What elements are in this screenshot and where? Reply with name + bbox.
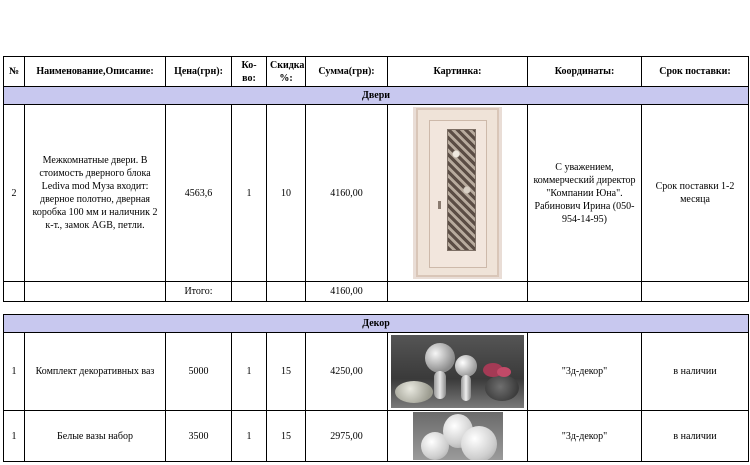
- cell-picture: [388, 333, 528, 411]
- header-delivery: Срок поставки:: [642, 57, 749, 87]
- header-coords: Координаты:: [528, 57, 642, 87]
- door-photo: [413, 107, 502, 279]
- section-band: [4, 315, 749, 333]
- cell-num: 2: [4, 105, 25, 282]
- cell-price: 3500: [166, 411, 232, 462]
- cell-num: 1: [4, 333, 25, 411]
- cell-sum: 4250,00: [306, 333, 388, 411]
- cell-delivery: в наличии: [642, 333, 749, 411]
- cell-coords: С уважением, коммерческий директор "Компании Юна". Рабинович Ирина (050-954-14-95): [528, 105, 642, 282]
- cell-delivery: Срок поставки 1-2 месяца: [642, 105, 749, 282]
- table-row: [4, 333, 749, 411]
- cell-picture: [388, 105, 528, 282]
- total-label: Итого:: [166, 282, 232, 302]
- cell-price: 4563,6: [166, 105, 232, 282]
- cell-name: Белые вазы набор: [25, 411, 166, 462]
- header-num: №: [4, 57, 25, 87]
- white-vases-photo: [413, 412, 503, 460]
- section-band: [4, 87, 749, 105]
- total-sum: 4160,00: [306, 282, 388, 302]
- header-name: Наименование,Описание:: [25, 57, 166, 87]
- cell-discount: 15: [267, 333, 306, 411]
- cell-discount: 10: [267, 105, 306, 282]
- cell-discount: 15: [267, 411, 306, 462]
- total-row: [4, 282, 749, 302]
- cell-qty: 1: [232, 411, 267, 462]
- cell-num: 1: [4, 411, 25, 462]
- table-row: [4, 411, 749, 462]
- cell-qty: 1: [232, 105, 267, 282]
- cell-price: 5000: [166, 333, 232, 411]
- header-row: [4, 57, 749, 87]
- cell-name: Комплект декоративных ваз: [25, 333, 166, 411]
- cell-qty: 1: [232, 333, 267, 411]
- cell-sum: 2975,00: [306, 411, 388, 462]
- cell-coords: "3д-декор": [528, 333, 642, 411]
- header-qty: Ко-во:: [232, 57, 267, 87]
- table-row: [4, 105, 749, 282]
- cell-name: Межкомнатные двери. В стоимость дверного блока Lediva mod Муза входит: дверное полотно, дверная коробка 100 мм и наличник 2 к-т., замок AGB, петли.: [25, 105, 166, 282]
- decorative-vases-photo: [391, 335, 524, 408]
- header-picture: Картинка:: [388, 57, 528, 87]
- cell-coords: "3д-декор": [528, 411, 642, 462]
- section-title: Двери: [4, 87, 749, 105]
- header-sum: Сумма(грн):: [306, 57, 388, 87]
- price-table-decor: [3, 314, 749, 462]
- section-title: Декор: [4, 315, 749, 333]
- header-discount: Скидка %:: [267, 57, 306, 87]
- price-table-doors: [3, 56, 749, 302]
- header-price: Цена(грн):: [166, 57, 232, 87]
- cell-delivery: в наличии: [642, 411, 749, 462]
- cell-sum: 4160,00: [306, 105, 388, 282]
- cell-picture: [388, 411, 528, 462]
